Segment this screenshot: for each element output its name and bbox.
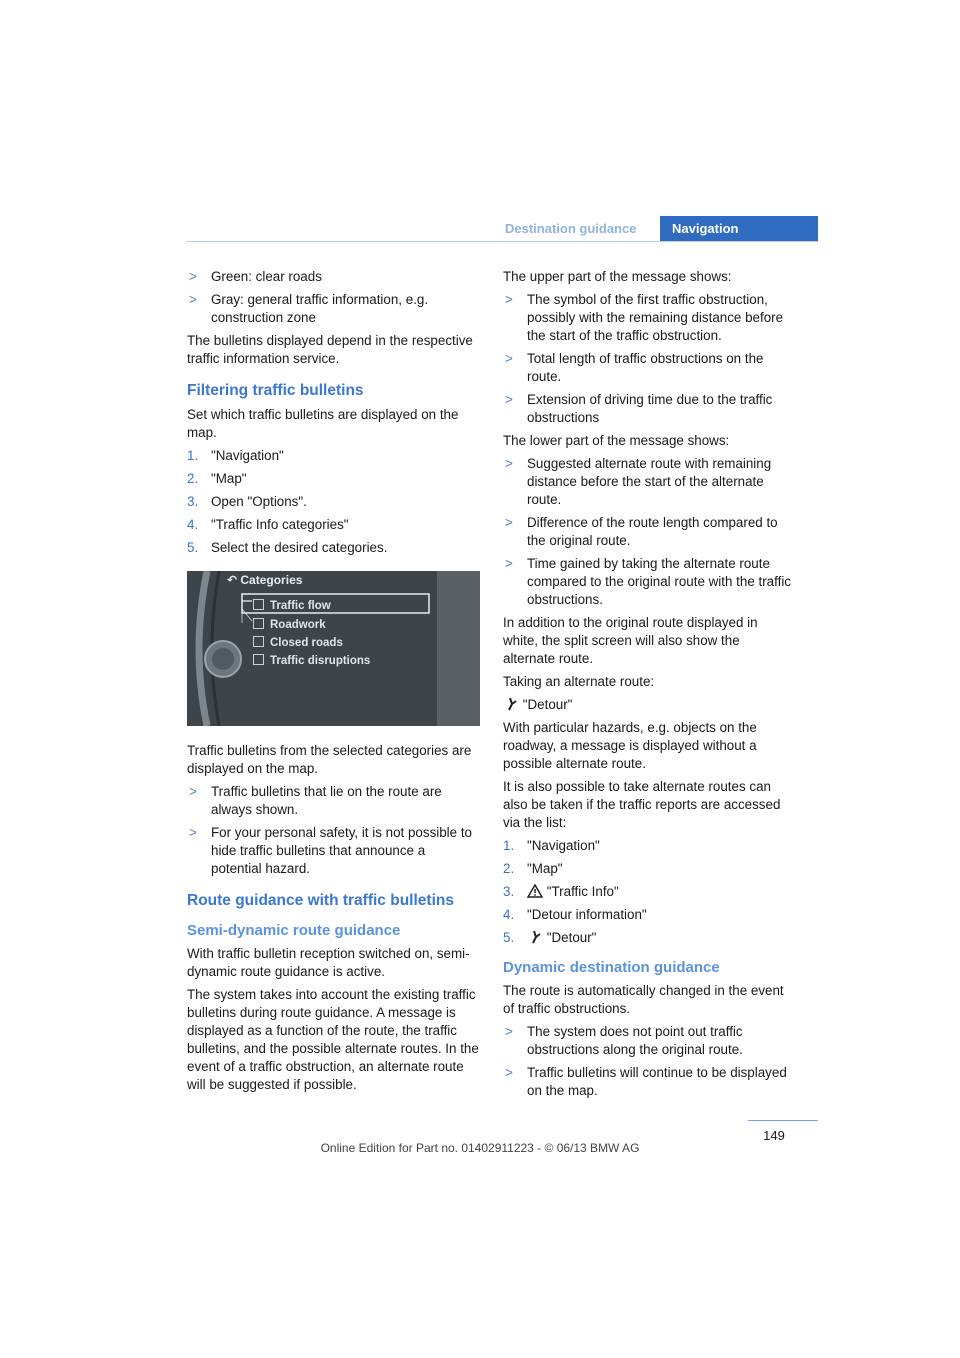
screen-title: ↶ Categories [227, 573, 303, 587]
bullet-item: > Suggested alternate route with remaining distance before the start of the alternate route. [505, 456, 772, 507]
bullet-arrow-icon: > [189, 784, 197, 799]
paragraph: It is also possible to take alternate routes can also be taken if the traffic reports are accessed via the list: [503, 779, 781, 830]
bullet-arrow-icon: > [505, 1024, 513, 1039]
step-item: 4. "Detour information" [503, 907, 647, 922]
step-item: 3. "Traffic Info" [503, 884, 619, 899]
step-item: 3. Open "Options". [187, 494, 307, 509]
bullet-item: > The system does not point out traffic obstructions along the original route. [505, 1024, 743, 1057]
bullet-arrow-icon: > [505, 515, 513, 530]
paragraph: With traffic bulletin reception switched on, semi-dynamic route guidance is active. [187, 946, 470, 979]
bullet-arrow-icon: > [505, 292, 513, 307]
bullet-item: > Difference of the route length compared to the original route. [505, 515, 778, 548]
bullet-item: > Time gained by taking the alternate route compared to the original route with the traffic obstructions. [505, 556, 791, 607]
paragraph: In addition to the original route displayed in white, the split screen will also show the alternate route. [503, 615, 758, 666]
paragraph: The route is automatically changed in the event of traffic obstructions. [503, 983, 784, 1016]
paragraph: Taking an alternate route: [503, 674, 655, 689]
bullet-arrow-icon: > [189, 292, 197, 307]
detour-line: "Detour" [503, 696, 795, 714]
left-column [187, 268, 479, 1099]
step-item: 1. "Navigation" [503, 838, 600, 853]
category-roadwork[interactable]: Roadwork [253, 616, 326, 634]
step-item: 5. Select the desired categories. [187, 540, 388, 555]
step-item: 2. "Map" [187, 471, 247, 486]
heading-semi-dynamic: Semi-dynamic route guidance [187, 922, 401, 939]
heading-route-guidance: Route guidance with traffic bulletins [187, 892, 454, 909]
paragraph: With particular hazards, e.g. objects on the roadway, a message is displayed without a possible alternate route. [503, 720, 757, 771]
paragraph: The system takes into account the existing traffic bulletins during route guidance. A message is displayed as a function of the route, the traffic bulletins, and the possible alternate routes. In the event of a traffic obstruction, an alternate route will be suggested if possible. [187, 987, 479, 1092]
bullet-arrow-icon: > [189, 269, 197, 284]
checkbox-icon [253, 599, 264, 610]
paragraph: The upper part of the message shows: [503, 269, 732, 284]
checkbox-icon [253, 618, 264, 629]
paragraph: The bulletins displayed depend in the respective traffic information service. [187, 333, 473, 366]
bullet-arrow-icon: > [505, 351, 513, 366]
bullet-item: > Extension of driving time due to the traffic obstructions [505, 392, 773, 425]
categories-screen-image [187, 571, 480, 726]
bullet-item: > Traffic bulletins that lie on the route are always shown. [189, 784, 442, 817]
bullet-arrow-icon: > [505, 1065, 513, 1080]
header-divider [186, 241, 818, 242]
footer-edition-note: Online Edition for Part no. 01402911223 - © 06/13 BMW AG [320, 1141, 640, 1155]
heading-dynamic-destination-guidance: Dynamic destination guidance [503, 959, 720, 976]
step-item: 2. "Map" [503, 861, 563, 876]
page-number-rule [748, 1120, 818, 1121]
paragraph: Traffic bulletins from the selected categories are displayed on the map. [187, 743, 472, 776]
category-traffic-disruptions[interactable]: Traffic disruptions [253, 652, 370, 670]
bullet-item: > Total length of traffic obstructions on the route. [505, 351, 764, 384]
warning-triangle-icon [527, 884, 543, 898]
right-column [503, 268, 795, 1105]
running-header-chapter: Navigation [660, 216, 818, 242]
paragraph: Set which traffic bulletins are displayed on the map. [187, 407, 459, 440]
page-number: 149 [763, 1128, 785, 1143]
paragraph: The lower part of the message shows: [503, 433, 730, 448]
checkbox-icon [253, 636, 264, 647]
step-item: 1. "Navigation" [187, 448, 284, 463]
heading-filtering-traffic-bulletins: Filtering traffic bulletins [187, 382, 364, 399]
bullet-arrow-icon: > [189, 825, 197, 840]
bullet-arrow-icon: > [505, 456, 513, 471]
bullet-item: > For your personal safety, it is not possible to hide traffic bulletins that announce a potential hazard. [189, 825, 472, 876]
detour-icon [505, 697, 519, 711]
step-item: 4. "Traffic Info categories" [187, 517, 349, 532]
checkbox-icon [253, 654, 264, 665]
running-header-section: Destination guidance [505, 221, 637, 236]
bullet-item: > Traffic bulletins will continue to be displayed on the map. [505, 1065, 787, 1098]
bullet-arrow-icon: > [505, 392, 513, 407]
bullet-item: > Green: clear roads [189, 269, 322, 284]
category-traffic-flow[interactable]: Traffic flow [253, 597, 331, 615]
bullet-item: > Gray: general traffic information, e.g. construction zone [189, 292, 429, 325]
detour-icon [527, 930, 543, 944]
bullet-arrow-icon: > [505, 556, 513, 571]
step-item: 5. "Detour" [503, 930, 597, 945]
back-arrow-icon: ↶ [227, 573, 241, 587]
category-closed-roads[interactable]: Closed roads [253, 634, 343, 652]
bullet-item: > The symbol of the first traffic obstruction, possibly with the remaining distance before the start of the traffic obstruction. [505, 292, 784, 343]
